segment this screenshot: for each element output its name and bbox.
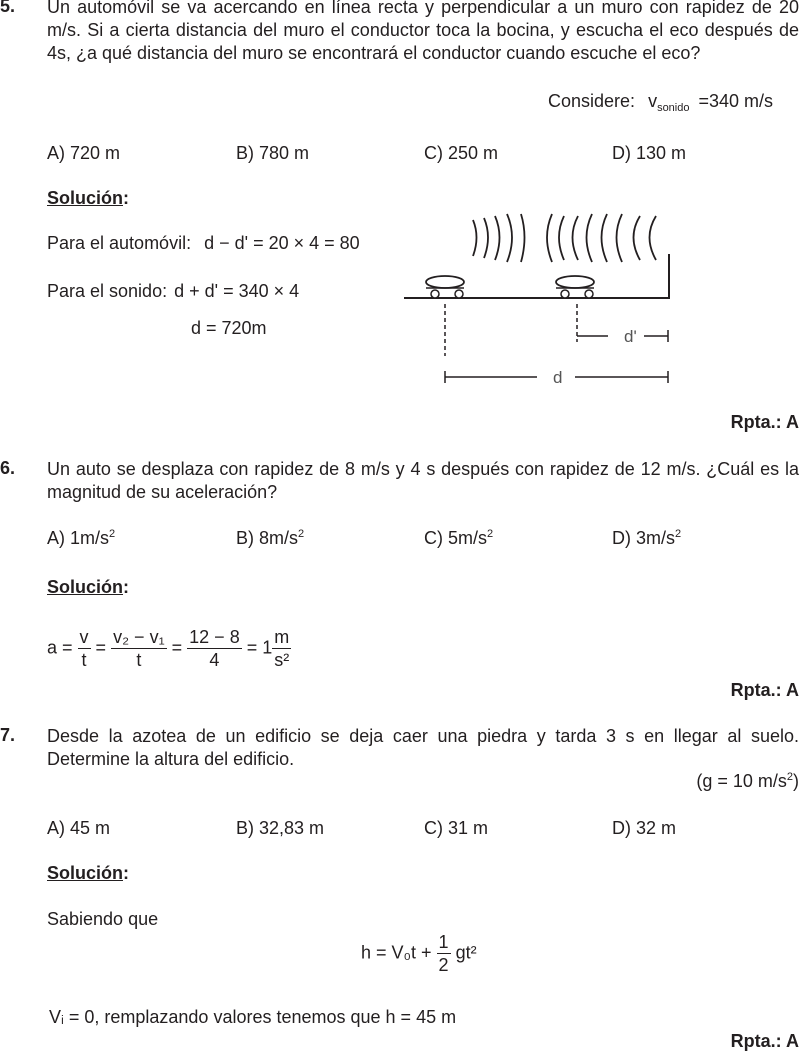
answer-q6: Rpta.: A [730,680,799,700]
dprime-dimension [577,330,668,342]
formula-rhs: gt² [455,942,477,963]
consider-v: v [648,91,658,111]
option-a: A) 720 m [47,143,121,163]
car-final [556,276,594,298]
eq-result: = 1 [246,637,273,658]
consider-label: Considere: [548,91,636,111]
knowing-text: Sabiendo que [47,909,159,929]
fraction-v-t: $\frac{v}{t}$ [79,627,89,670]
option-d: D) 32 m [612,818,677,838]
fraction-units: $\frac{m}{\text{s²}}$ [274,627,290,670]
answer-q5: Rpta.: A [730,412,799,432]
echo-diagram [398,210,678,395]
fraction-half: $\frac{1}{2}$ [438,932,449,975]
solution-heading: Solución: [47,577,129,597]
d-label: d [553,368,563,387]
question-text: Un auto se desplaza con rapidez de 8 m/s y 4 s después con rapidez de 12 m/s. ¿Cuál es la magnitud de su aceleración? [47,459,799,502]
question-number: 7. [0,725,16,745]
answer-q7: Rpta.: A [730,1031,799,1051]
question-text: Desde la azotea de un edificio se deja caer una piedra y tarda 3 s en llegar al suelo. Determine la altura del edificio. [47,726,799,769]
result-text: , remplazando valores tenemos que h = 45 m [94,1007,457,1027]
sound-waves [473,214,656,262]
car-eq: d − d' = 20 × 4 = 80 [204,233,360,253]
given-gravity: (g = 10 $m/s^2$) [696,771,799,791]
option-c: C) $5m/s^2$ [424,528,494,548]
question-text: Un automóvil se va acercando en línea recta y perpendicular a un muro con rapidez de 20 m/s. Si a cierta distancia del muro el conductor toca la bocina, y escucha el eco después de 4s, ¿a qué distancia del muro se encontrará el conductor cuando escuche el eco? [47,0,799,63]
dprime-label: d' [624,327,637,346]
option-b: B) $8m/s^2$ [236,528,305,548]
question-number: 6. [0,458,16,478]
formula-lhs: h = V₀t + [361,942,432,963]
option-b: B) 32,83 m [236,818,325,838]
option-d: D) 130 m [612,143,687,163]
initial-velocity: Vᵢ = 0 [49,1007,95,1027]
option-a: A) 45 m [47,818,111,838]
sound-label: Para el sonido: [47,281,168,301]
consider-value: =340 m/s [698,91,774,111]
solution-heading: Solución: [47,863,129,883]
consider-sub: sonido [657,102,690,114]
option-d: D) $3m/s^2$ [612,528,682,548]
solution-heading: Solución: [47,188,129,208]
result-equation: d = 720m [191,318,267,338]
eq-lhs: a = [47,637,73,658]
option-c: C) 31 m [424,818,489,838]
height-formula [361,931,477,976]
car-equation [47,233,360,254]
question-number: 5. [0,0,16,16]
car-label: Para el automóvil: [47,233,192,253]
option-c: C) 250 m [424,143,499,163]
fraction-values: $\frac{12 - 8}{4}$ [189,627,240,670]
final-result [49,1007,456,1028]
sound-equation [47,281,299,302]
sound-eq: d + d' = 340 × 4 [174,281,300,301]
option-b: B) 780 m [236,143,310,163]
consider-note [548,91,773,112]
acceleration-equation: a = $\frac{v}{t}$ = $\frac{\text{v₂ − v₁}}{t}$ = $\frac{12 - 8}{4}$ = 1 $\frac{m}{\text{s²}}$ [47,627,290,670]
car-initial [426,276,464,298]
option-a: A) $1m/s^2$ [47,528,116,548]
fraction-dv-t: $\frac{\text{v₂ − v₁}}{t}$ [113,627,165,670]
